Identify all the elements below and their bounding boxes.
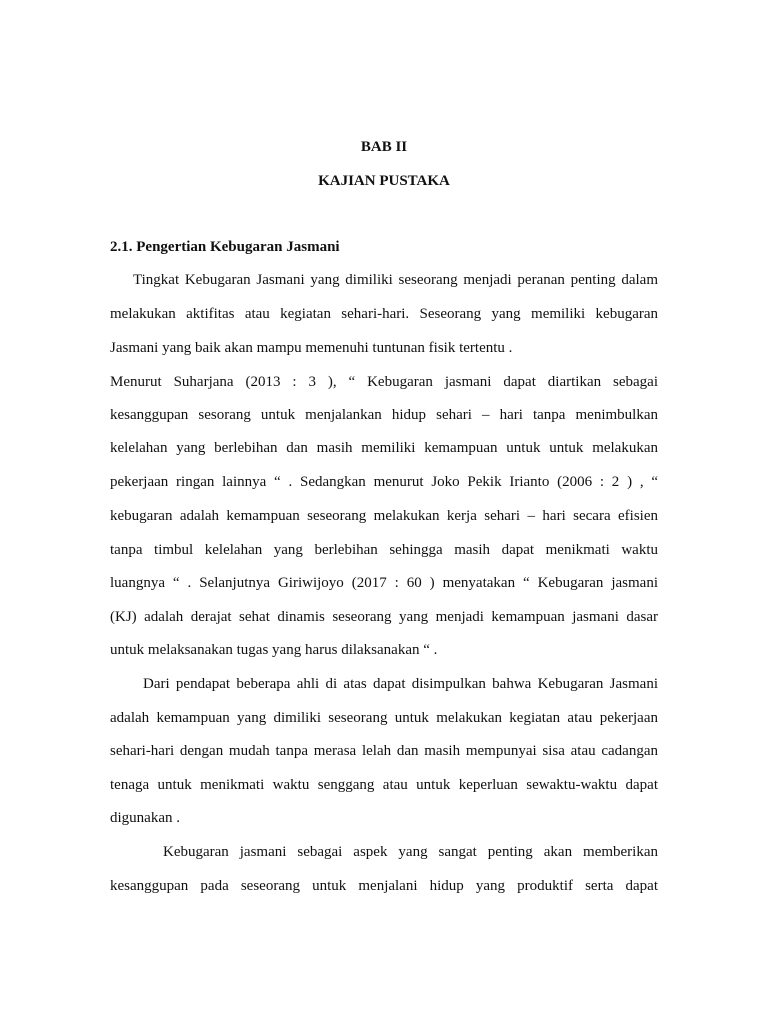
paragraph-line: Kebugaran jasmani sebagai aspek yang sangat penting akan memberikan bbox=[163, 844, 658, 860]
paragraph-line: digunakan . bbox=[110, 810, 180, 826]
paragraph-line: Tingkat Kebugaran Jasmani yang dimiliki seseorang menjadi peranan penting dalam bbox=[133, 272, 658, 288]
paragraph-line: Menurut Suharjana (2013 : 3 ), “ Kebugaran jasmani dapat diartikan sebagai bbox=[110, 374, 658, 390]
chapter-label: BAB II bbox=[360, 139, 408, 155]
paragraph-line: kelelahan yang berlebihan dan masih memiliki kemampuan untuk untuk melakukan bbox=[110, 440, 658, 456]
paragraph-line: luangnya “ . Selanjutnya Giriwijoyo (2017 : 60 ) menyatakan “ Kebugaran jasmani bbox=[110, 575, 658, 591]
paragraph-line: (KJ) adalah derajat sehat dinamis seseorang yang menjadi kemampuan jasmani dasar bbox=[110, 609, 658, 625]
paragraph-line: sehari-hari dengan mudah tanpa merasa lelah dan masih mempunyai sisa atau cadangan bbox=[110, 743, 658, 759]
paragraph-line: kebugaran adalah kemampuan seseorang melakukan kerja sehari – hari secara efisien bbox=[110, 508, 658, 524]
paragraph-line: tenaga untuk menikmati waktu senggang atau untuk keperluan sewaktu-waktu dapat bbox=[110, 777, 658, 793]
paragraph-line: melakukan aktifitas atau kegiatan sehari-hari. Seseorang yang memiliki kebugaran bbox=[110, 306, 658, 322]
paragraph-line: Jasmani yang baik akan mampu memenuhi tuntunan fisik tertentu . bbox=[110, 340, 513, 356]
paragraph-line: kesanggupan sesorang untuk menjalankan hidup sehari – hari tanpa menimbulkan bbox=[110, 407, 658, 423]
paragraph-line: Dari pendapat beberapa ahli di atas dapat disimpulkan bahwa Kebugaran Jasmani bbox=[143, 676, 658, 692]
chapter-title: KAJIAN PUSTAKA bbox=[318, 173, 450, 189]
paragraph-line: adalah kemampuan yang dimiliki seseorang untuk melakukan kegiatan atau pekerjaan bbox=[110, 710, 658, 726]
paragraph-line: kesanggupan pada seseorang untuk menjalani hidup yang produktif serta dapat bbox=[110, 878, 658, 894]
paragraph-line: tanpa timbul kelelahan yang berlebihan sehingga masih dapat menikmati waktu bbox=[110, 542, 658, 558]
paragraph-line: untuk melaksanakan tugas yang harus dilaksanakan “ . bbox=[110, 642, 438, 658]
section-heading: 2.1. Pengertian Kebugaran Jasmani bbox=[110, 239, 340, 255]
paragraph-line: pekerjaan ringan lainnya “ . Sedangkan menurut Joko Pekik Irianto (2006 : 2 ) , “ bbox=[110, 474, 658, 490]
